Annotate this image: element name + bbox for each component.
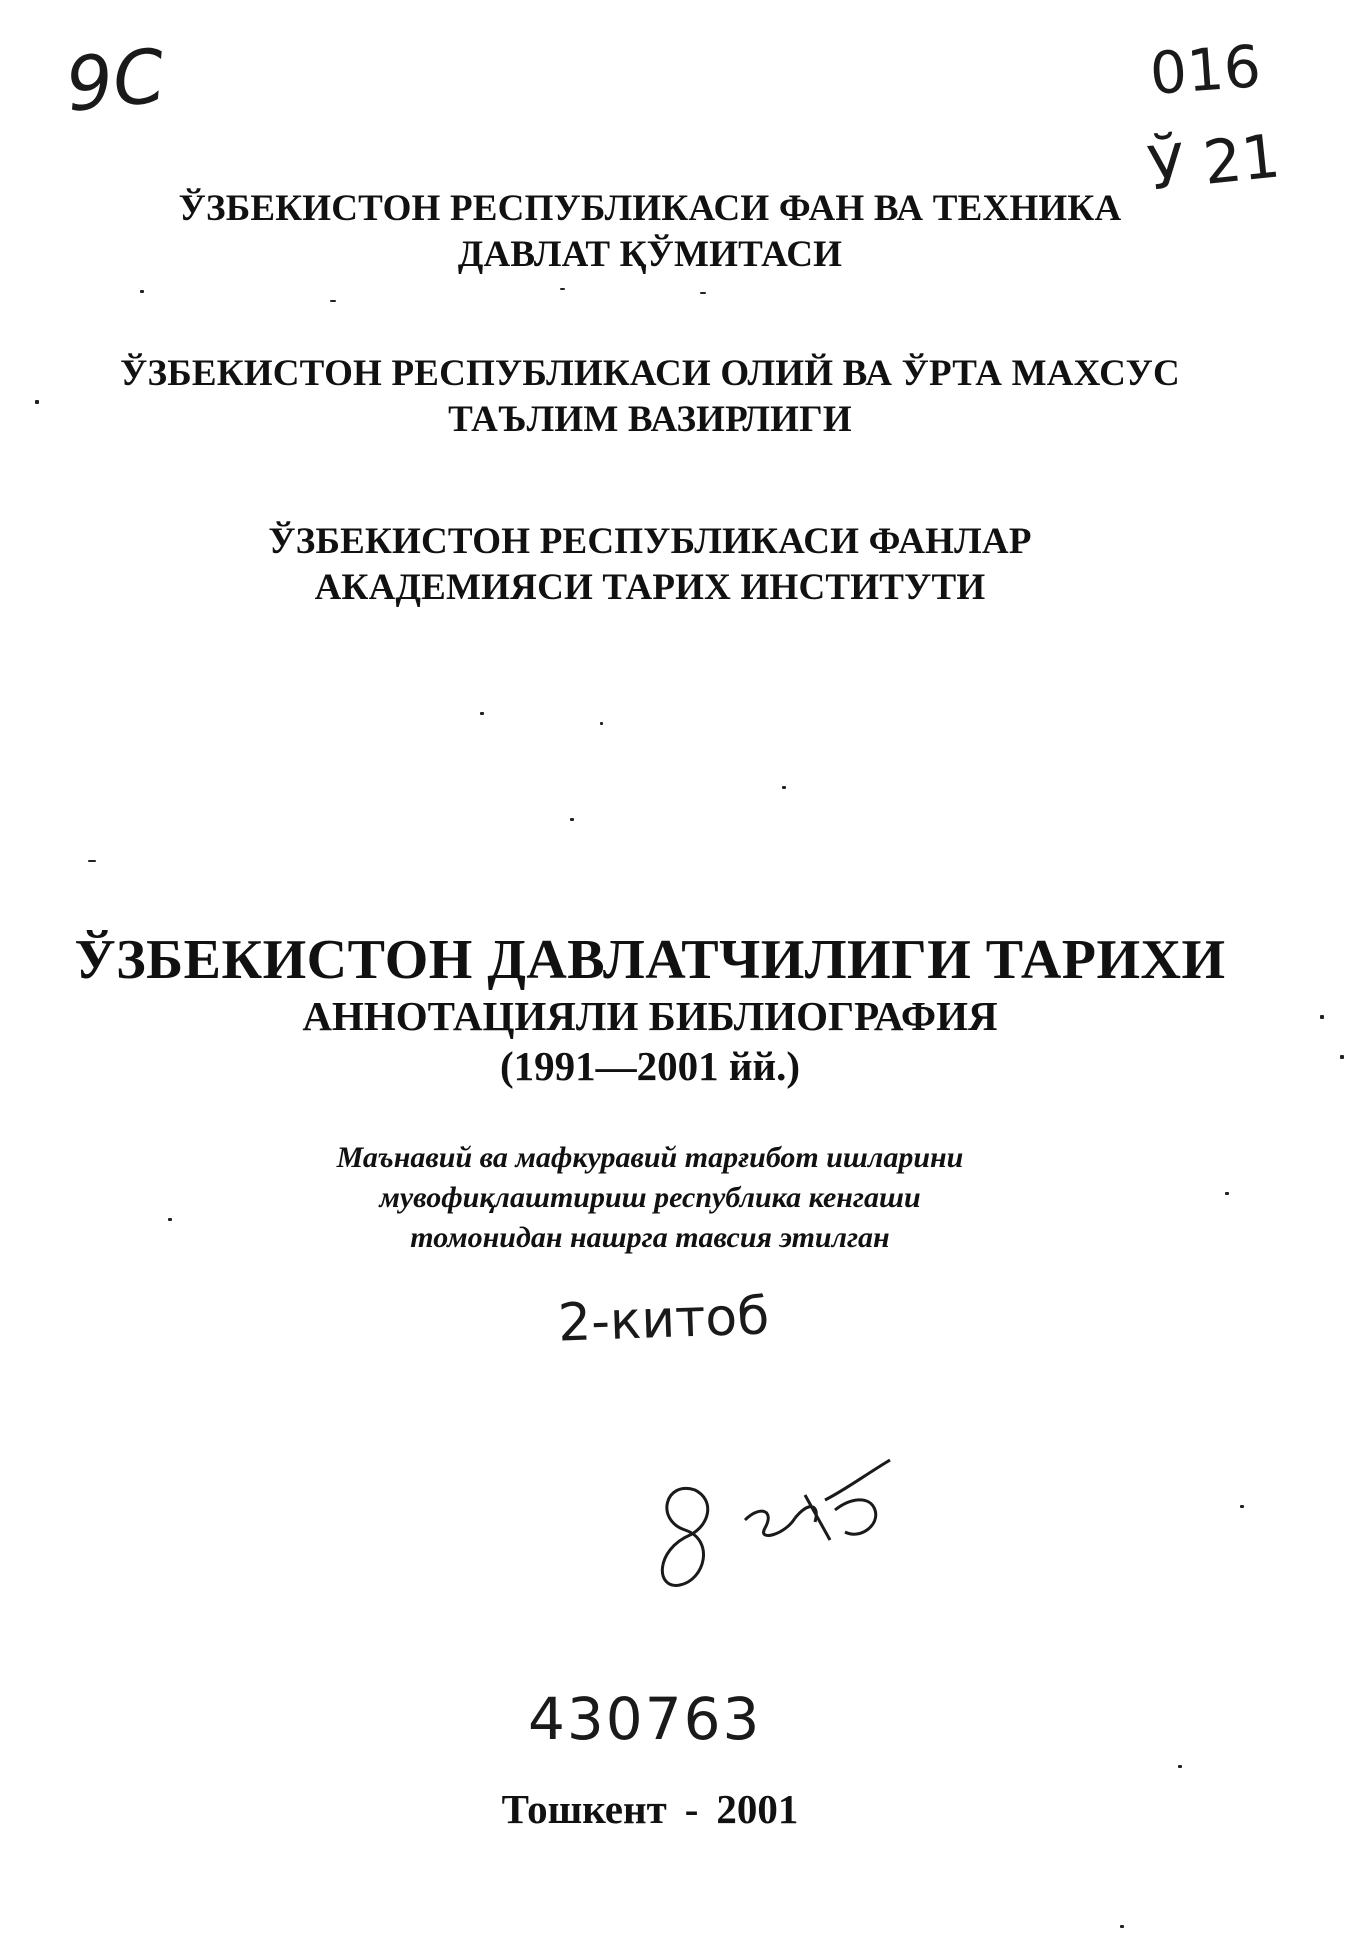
scan-speck (140, 290, 144, 293)
handwritten-library-code: 9С (61, 33, 169, 129)
handwritten-book-number: 2-китоб (557, 1286, 771, 1354)
scan-speck (1178, 1765, 1182, 1768)
scan-speck (1340, 1055, 1344, 1059)
book-subtitle: АННОТАЦИЯЛИ БИБЛИОГРАФИЯ (302, 993, 998, 1039)
imprint-separator: - (684, 1786, 699, 1832)
organization-3-line-1: ЎЗБЕКИСТОН РЕСПУБЛИКАСИ ФАНЛАР (268, 521, 1032, 562)
imprint-city: Тошкент (501, 1786, 667, 1832)
organization-3-line-2: АКАДЕМИЯСИ ТАРИХ ИНСТИТУТИ (314, 567, 986, 608)
book-years: (1991—2001 йй.) (499, 1043, 801, 1089)
recommendation-line-2: мувофиқлаштириш республика кенгаши (379, 1181, 921, 1214)
scan-speck (700, 292, 706, 294)
handwritten-author-mark: Ў 21 (1144, 121, 1284, 205)
imprint-year: 2001 (716, 1786, 799, 1832)
scan-speck (480, 712, 484, 715)
scan-speck (330, 300, 336, 302)
book-title: ЎЗБЕКИСТОН ДАВЛАТЧИЛИГИ ТАРИХИ (74, 929, 1226, 991)
scan-speck (35, 400, 39, 404)
scan-speck (168, 1218, 172, 1221)
organization-2-line-1: ЎЗБЕКИСТОН РЕСПУБЛИКАСИ ОЛИЙ ВА ЎРТА МАХСУС (120, 353, 1180, 394)
recommendation-line-3: томонидан нашрга тавсия этилган (410, 1221, 890, 1254)
organization-2-line-2: ТАЪЛИМ ВАЗИРЛИГИ (448, 399, 852, 440)
imprint (0, 1785, 1300, 1833)
scan-speck (570, 818, 574, 821)
scan-speck (782, 786, 786, 789)
recommendation-line-1: Маънавий ва мафкуравий тарғибот ишларини (336, 1141, 964, 1174)
scan-speck (1320, 1015, 1324, 1019)
organization-1 (0, 186, 1300, 278)
publication-recommendation (0, 1138, 1300, 1258)
scan-speck (1240, 1505, 1244, 1508)
scan-speck (560, 288, 565, 290)
scan-speck (88, 860, 96, 862)
scan-speck (1120, 1925, 1124, 1928)
scan-speck (1225, 1192, 1229, 1195)
organization-1-line-2: ДАВЛАТ ҚЎМИТАСИ (457, 234, 843, 275)
organization-2 (0, 351, 1300, 443)
handwritten-inventory-number: 430763 (528, 1685, 762, 1753)
scan-speck (600, 722, 603, 725)
organization-1-line-1: ЎЗБЕКИСТОН РЕСПУБЛИКАСИ ФАН ВА ТЕХНИКА (178, 188, 1122, 229)
organization-3 (0, 519, 1300, 611)
handwritten-signature (645, 1450, 925, 1600)
handwritten-classification-number: 016 (1147, 32, 1263, 108)
